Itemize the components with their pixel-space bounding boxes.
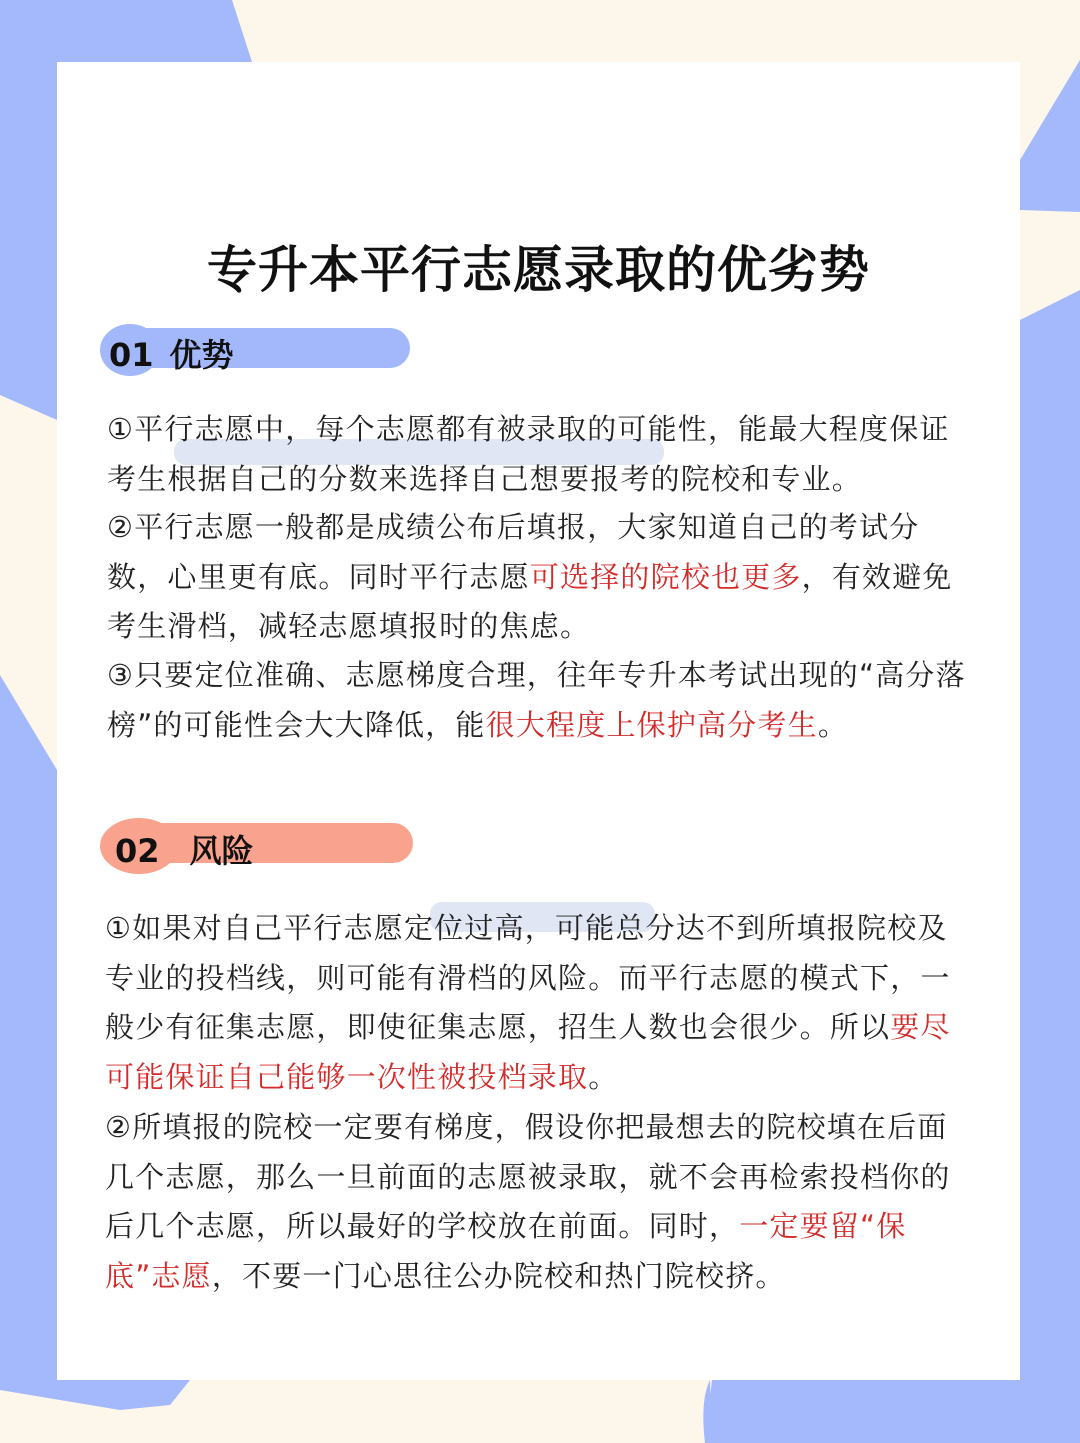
risk-paragraph-2: ②所填报的院校一定要有梯度，假设你把最想去的院校填在后面几个志愿，那么一旦前面的志愿被录取，就不会再检索投档你的后几个志愿，所以最好的学校放在前面。同时，一定要留“保底”志愿，不要一门心思往公办院校和热门院校挤。 [105, 1110, 951, 1293]
section-02-number: 02 [115, 832, 160, 870]
risk-paragraph-1: ①如果对自己平行志愿定位过高，可能总分达不到所填报院校及专业的投档线，则可能有滑档的风险。而平行志愿的模式下，一般少有征集志愿，即使征集志愿，招生人数也会很少。所以要尽可能保证自己能够一次性被投档录取。 [105, 911, 951, 1094]
advantage-paragraph-1: ①平行志愿中，每个志愿都有被录取的可能性，能最大程度保证考生根据自己的分数来选择自己想要报考的院校和专业。 [107, 412, 950, 496]
advantage-paragraph-2: ②平行志愿一般都是成绩公布后填报，大家知道自己的考试分数，心里更有底。同时平行志愿可选择的院校也更多，有效避免考生滑档，减轻志愿填报时的焦虑。 [107, 510, 953, 643]
emphasis-text: 很大程度上保护高分考生 [485, 707, 818, 742]
emphasis-text: 可选择的院校也更多 [529, 559, 802, 594]
page-title: 专升本平行志愿录取的优劣势 [207, 241, 870, 299]
section-02-title: 风险 [189, 832, 254, 870]
emphasis-text: 一定要留“保底”志愿 [105, 1209, 907, 1293]
content-card [57, 62, 1020, 1380]
section-01-number: 01 [109, 336, 154, 374]
emphasis-text: 要尽可能保证自己能够一次性被投档录取 [105, 1010, 951, 1094]
advantage-paragraph-3: ③只要定位准确、志愿梯度合理，往年专升本考试出现的“高分落榜”的可能性会大大降低，能很大程度上保护高分考生。 [107, 658, 966, 742]
section-01-title: 优势 [169, 336, 234, 374]
section-02-heading [115, 826, 254, 872]
section-01-heading [109, 330, 234, 376]
